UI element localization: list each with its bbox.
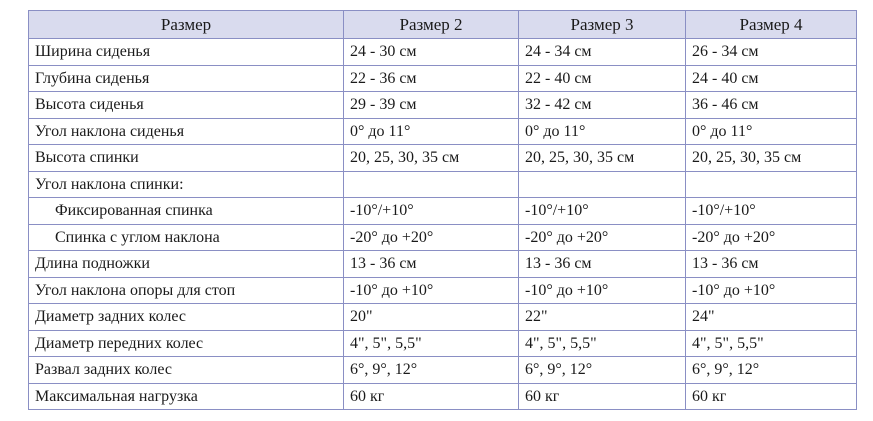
cell-size-2: -20° до +20° [344,224,519,251]
row-label: Максимальная нагрузка [29,383,344,410]
row-label: Диаметр задних колес [29,304,344,331]
table-row [29,39,857,66]
cell-size-3: -10°/+10° [519,198,686,225]
cell-size-4: -10°/+10° [686,198,857,225]
table-row [29,198,857,225]
row-label: Длина подножки [29,251,344,278]
table-row [29,383,857,410]
table-row [29,145,857,172]
cell-size-2: -10°/+10° [344,198,519,225]
cell-size-3: 22 - 40 см [519,65,686,92]
cell-size-4: 4", 5", 5,5" [686,330,857,357]
cell-size-4: -10° до +10° [686,277,857,304]
cell-size-4: 24" [686,304,857,331]
row-label: Глубина сиденья [29,65,344,92]
table-row [29,357,857,384]
cell-size-4: 13 - 36 см [686,251,857,278]
row-label: Диаметр передних колес [29,330,344,357]
cell-size-2: 20, 25, 30, 35 см [344,145,519,172]
cell-size-4 [686,171,857,198]
cell-size-3: -20° до +20° [519,224,686,251]
cell-size-4: 36 - 46 см [686,92,857,119]
cell-size-2: 13 - 36 см [344,251,519,278]
table-row [29,171,857,198]
header-size-4: Размер 4 [686,11,857,39]
row-label: Высота сиденья [29,92,344,119]
table-row [29,118,857,145]
cell-size-2 [344,171,519,198]
table-row [29,224,857,251]
cell-size-4: 60 кг [686,383,857,410]
cell-size-3: 4", 5", 5,5" [519,330,686,357]
table-row [29,65,857,92]
row-label: Высота спинки [29,145,344,172]
cell-size-4: 26 - 34 см [686,39,857,66]
cell-size-3: 6°, 9°, 12° [519,357,686,384]
specifications-table [28,10,857,410]
cell-size-3: 32 - 42 см [519,92,686,119]
cell-size-3 [519,171,686,198]
cell-size-4: 20, 25, 30, 35 см [686,145,857,172]
cell-size-3: 22" [519,304,686,331]
row-label: Угол наклона опоры для стоп [29,277,344,304]
row-label: Фиксированная спинка [29,198,344,225]
row-label: Развал задних колес [29,357,344,384]
cell-size-2: 20" [344,304,519,331]
cell-size-3: 13 - 36 см [519,251,686,278]
cell-size-4: 6°, 9°, 12° [686,357,857,384]
row-label: Угол наклона спинки: [29,171,344,198]
row-label: Угол наклона сиденья [29,118,344,145]
table-row [29,251,857,278]
table-header [29,11,857,39]
cell-size-4: 0° до 11° [686,118,857,145]
header-size-2: Размер 2 [344,11,519,39]
cell-size-2: -10° до +10° [344,277,519,304]
cell-size-4: -20° до +20° [686,224,857,251]
cell-size-4: 24 - 40 см [686,65,857,92]
table-row [29,92,857,119]
cell-size-2: 24 - 30 см [344,39,519,66]
table-row [29,330,857,357]
cell-size-3: -10° до +10° [519,277,686,304]
table-row [29,277,857,304]
cell-size-3: 24 - 34 см [519,39,686,66]
cell-size-2: 29 - 39 см [344,92,519,119]
cell-size-2: 6°, 9°, 12° [344,357,519,384]
header-row [29,11,857,39]
table-body [29,39,857,410]
header-size-3: Размер 3 [519,11,686,39]
table-row [29,304,857,331]
cell-size-3: 0° до 11° [519,118,686,145]
cell-size-2: 0° до 11° [344,118,519,145]
cell-size-2: 4", 5", 5,5" [344,330,519,357]
header-size-label: Размер [29,11,344,39]
cell-size-2: 22 - 36 см [344,65,519,92]
row-label: Ширина сиденья [29,39,344,66]
cell-size-2: 60 кг [344,383,519,410]
row-label: Спинка с углом наклона [29,224,344,251]
cell-size-3: 20, 25, 30, 35 см [519,145,686,172]
cell-size-3: 60 кг [519,383,686,410]
